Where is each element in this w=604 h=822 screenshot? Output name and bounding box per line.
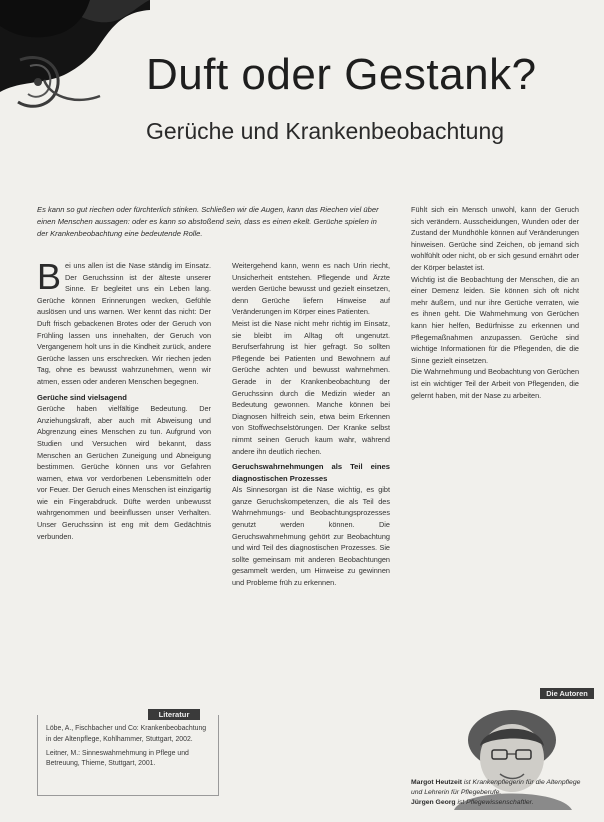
literature-label: Literatur <box>148 709 200 720</box>
column-2 <box>232 260 390 795</box>
paragraph: ei uns allen ist die Nase ständig im Einsatz. Der Geruchssinn ist der älteste unserer Sinne. Er begleitet uns ein Leben lang. Gerüche können Erinnerungen wecken, Gefühle auslösen und uns warnen. Wer kennt das nicht: Der Duft frisch gebackenen Brotes oder der Geruch von Frühling lassen uns innehalten, der Geruch von Vergangenem holt uns in die Kindheit zurück, andere Gerüche lassen uns erschrecken. Wir riechen jeden Tag, ohne es bewusst wahrzunehmen, wenn wir atmen, essen oder anderen Menschen begegnen. <box>37 261 211 386</box>
paragraph: Die Wahrnehmung und Beobachtung von Gerüchen ist ein wichtiger Teil der Arbeit von Pflegenden, die gelernt haben, mit der Nase zu arbeiten. <box>411 367 579 400</box>
paragraph: Fühlt sich ein Mensch unwohl, kann der Geruch sich verändern. Ausscheidungen, Wunden oder der Zustand der Mundhöhle können auf Veränderungen hinweisen. Gerüche sind Zeichen, ob jemand sich wohlfühlt oder nicht, ob er sich gesund ernährt oder der Körper belastet ist. <box>411 205 579 272</box>
authors-label: Die Autoren <box>540 688 594 699</box>
article-title: Duft oder Gestank? <box>146 50 537 99</box>
column-3 <box>411 204 579 684</box>
author-name: Jürgen Georg <box>411 799 456 807</box>
paragraph: Meist ist die Nase nicht mehr richtig im Einsatz, sie bleibt im Alltag oft ungenutzt. Berufserfahrung ist hier gefragt. So sollten Pflegende bei Patienten und Bewohnern auf Gerüche achten und bewusst wahrnehmen. Gerade in der Krankenbeobachtung der Geruchssinn durch die Medizin wieder an Bedeutung gewonnen. Manche können bei Diagnosen hilfreich sein, etwa beim Erkennen von Stoffwechselstörungen. Der Kranke selbst nimmt seinen Geruch kaum wahr, während andere ihn deutlich riechen. <box>232 318 390 456</box>
literature-list <box>46 724 211 773</box>
paragraph: Gerüche haben vielfältige Bedeutung. Der Anziehungskraft, aber auch mit Abweisung und Abgrenzung eines Menschen zu tun. Aufgrund von Studien und Versuchen wird bekannt, dass Menschen an Gerüchen Zuneigung und Abneigung bestimmen. Gerüche können uns vor Gefahren warnen, etwa vor verdorbenen Lebensmitteln oder vor Feuer. Der Geruch eines Menschen ist einzigartig wie ein Fingerabdruck. Düfte werden unbewusst wahrgenommen und beeinflussen unser Verhalten. Unser Geruchssinn ist eng mit dem Gedächtnis verbunden. <box>37 404 211 541</box>
author-bios <box>411 778 591 809</box>
literature-item: Leitner, M.: Sinneswahrnehmung in Pflege und Betreuung, Thieme, Stuttgart, 2001. <box>46 749 189 768</box>
ornament-graphic <box>0 0 150 150</box>
author-name: Margot Heutzeit <box>411 779 462 786</box>
column-1 <box>37 260 211 708</box>
section-heading: Gerüche sind vielsagend <box>37 392 127 402</box>
drop-cap: B <box>37 260 62 297</box>
article-subtitle: Gerüche und Krankenbeobachtung <box>146 118 505 144</box>
section-heading: Geruchswahrnehmungen als Teil eines diagnostischen Prozesses <box>232 462 390 483</box>
literature-item: Löbe, A., Fischbacher und Co: Krankenbeobachtung in der Altenpflege, Kohlhammer, Stuttgart, 2002. <box>46 725 207 743</box>
author-bio: ist Krankenpflegerin für die Altenpflege und Lehrerin für Pflegeberufe. <box>411 779 581 796</box>
paragraph: Weitergehend kann, wenn es nach Urin riecht, Unsicherheit entstehen. Pflegende und Ärzte werden Gerüche bewusst und gezielt einsetzen, denn Gerüche liefern Hinweise auf Veränderungen im Körper eines Patienten. <box>232 261 390 317</box>
paragraph: Wichtig ist die Beobachtung der Menschen, die an einer Demenz leiden. Sie können sich oft nicht mehr äußern, und nur ihre Gerüche verraten, wie es ihnen geht. Die Wahrnehmung von Gerüchen kann hier helfen, Bedürfnisse zu erkennen und Pflegemaßnahmen anzupassen. Gerüche sind wichtige Informationen für die Pflegenden, die die Sinne gezielt einsetzen. <box>411 274 579 365</box>
lead-paragraph: Es kann so gut riechen oder fürchterlich stinken. Schließen wir die Augen, kann das Riechen viel über einen Menschen aussagen: oder es kann so abstoßend sein, dass es einen ekelt. Gerüche spielen in der Krankenbeobachtung eine bedeutende Rolle. <box>37 205 379 238</box>
paragraph: Als Sinnesorgan ist die Nase wichtig, es gibt ganze Geruchskompetenzen, die als Teil des Wahrnehmungs- und Beobachtungsprozesses genutzt werden können. Die Geruchswahrnehmung gehört zur Beobachtung und wird Teil des diagnostischen Prozesses. Sie sollte gemeinsam mit anderen Beobachtungen gesammelt werden, um Hinweise zu gewinnen und Probleme früh zu erkennen. <box>232 485 390 588</box>
author-bio: ist Pflegewissenschaftler. <box>457 799 534 807</box>
